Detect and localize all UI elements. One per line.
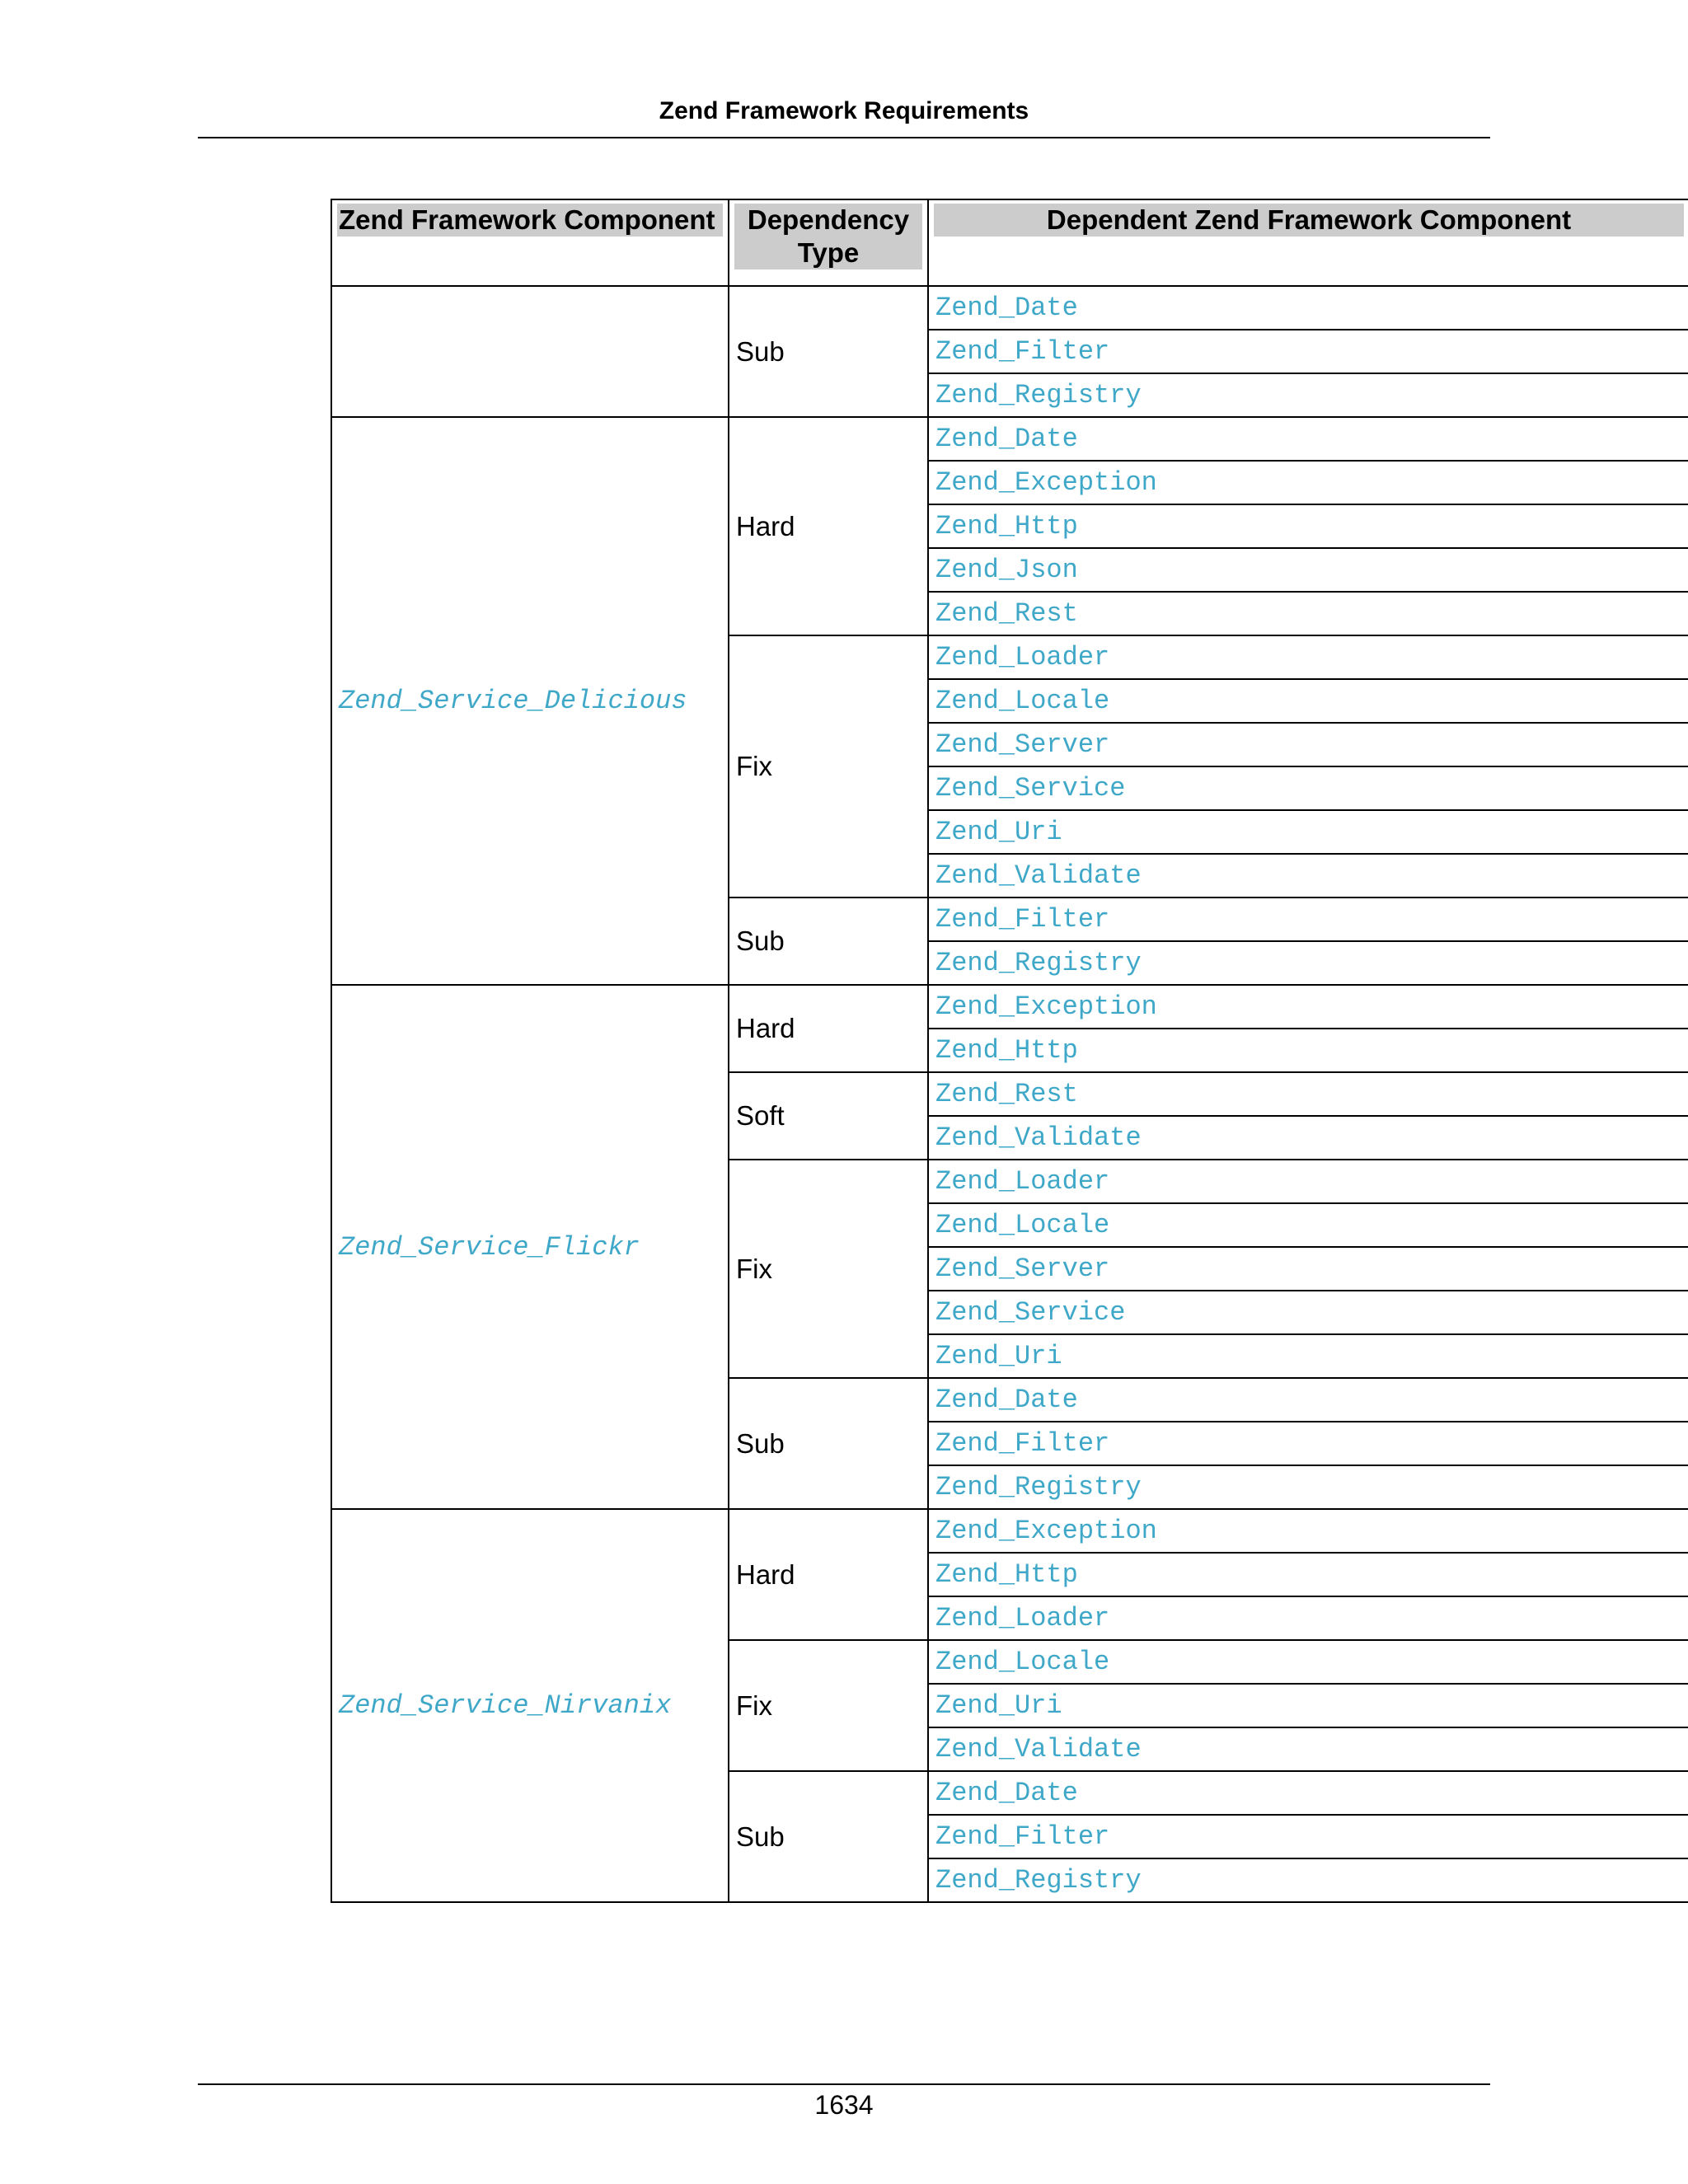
dependent-link[interactable]: Zend_Date	[928, 286, 1688, 330]
dependency-type-cell: Sub	[729, 286, 928, 417]
footer-rule	[198, 2083, 1490, 2085]
dependent-link[interactable]: Zend_Validate	[928, 1116, 1688, 1160]
table-row	[331, 985, 1688, 1029]
dependent-link[interactable]: Zend_Locale	[928, 1203, 1688, 1247]
dependency-type-cell: Hard	[729, 417, 928, 635]
component-link[interactable]: Zend_Service_Delicious	[331, 417, 729, 985]
dependent-link[interactable]: Zend_Http	[928, 1029, 1688, 1072]
dependency-type-cell: Sub	[729, 898, 928, 985]
dependent-link[interactable]: Zend_Filter	[928, 1815, 1688, 1858]
dependent-link[interactable]: Zend_Http	[928, 1553, 1688, 1596]
dependent-link[interactable]: Zend_Date	[928, 1771, 1688, 1815]
header-component: Zend Framework Component	[331, 199, 729, 286]
dependent-link[interactable]: Zend_Registry	[928, 941, 1688, 985]
dependent-link[interactable]: Zend_Validate	[928, 1727, 1688, 1771]
dependent-link[interactable]: Zend_Rest	[928, 592, 1688, 635]
requirements-table	[331, 199, 1688, 1903]
table-row	[331, 1509, 1688, 1553]
table-row	[331, 417, 1688, 461]
header-dependent-component: Dependent Zend Framework Component	[928, 199, 1688, 286]
dependent-link[interactable]: Zend_Service	[928, 766, 1688, 810]
dependent-link[interactable]: Zend_Exception	[928, 461, 1688, 504]
dependency-type-cell: Fix	[729, 635, 928, 898]
dependent-link[interactable]: Zend_Loader	[928, 1160, 1688, 1203]
dependent-link[interactable]: Zend_Server	[928, 1247, 1688, 1291]
dependent-link[interactable]: Zend_Http	[928, 504, 1688, 548]
dependent-link[interactable]: Zend_Service	[928, 1291, 1688, 1334]
header-rule	[198, 137, 1490, 138]
dependent-link[interactable]: Zend_Locale	[928, 679, 1688, 723]
dependent-link[interactable]: Zend_Filter	[928, 1422, 1688, 1465]
dependent-link[interactable]: Zend_Server	[928, 723, 1688, 766]
dependent-link[interactable]: Zend_Exception	[928, 1509, 1688, 1553]
header-dependency-type: Dependency Type	[729, 199, 928, 286]
dependent-link[interactable]: Zend_Exception	[928, 985, 1688, 1029]
dependent-link[interactable]: Zend_Registry	[928, 1465, 1688, 1509]
dependent-link[interactable]: Zend_Locale	[928, 1640, 1688, 1684]
dependent-link[interactable]: Zend_Json	[928, 548, 1688, 592]
dependent-link[interactable]: Zend_Uri	[928, 810, 1688, 854]
dependent-link[interactable]: Zend_Filter	[928, 898, 1688, 941]
dependency-type-cell: Sub	[729, 1771, 928, 1902]
running-title: Zend Framework Requirements	[659, 97, 1029, 124]
table-row	[331, 286, 1688, 330]
component-cell	[331, 286, 729, 417]
dependency-type-cell: Hard	[729, 985, 928, 1072]
dependent-link[interactable]: Zend_Validate	[928, 854, 1688, 898]
dependent-link[interactable]: Zend_Loader	[928, 635, 1688, 679]
dependent-link[interactable]: Zend_Date	[928, 417, 1688, 461]
dependent-link[interactable]: Zend_Filter	[928, 330, 1688, 373]
dependent-link[interactable]: Zend_Registry	[928, 1858, 1688, 1902]
dependency-type-cell: Fix	[729, 1160, 928, 1378]
dependency-type-cell: Hard	[729, 1509, 928, 1640]
dependency-type-cell: Soft	[729, 1072, 928, 1160]
dependency-type-cell: Sub	[729, 1378, 928, 1509]
dependency-type-cell: Fix	[729, 1640, 928, 1771]
dependent-link[interactable]: Zend_Date	[928, 1378, 1688, 1422]
dependent-link[interactable]: Zend_Uri	[928, 1334, 1688, 1378]
table-header-row	[331, 199, 1688, 286]
component-link[interactable]: Zend_Service_Flickr	[331, 985, 729, 1509]
component-link[interactable]: Zend_Service_Nirvanix	[331, 1509, 729, 1902]
dependent-link[interactable]: Zend_Rest	[928, 1072, 1688, 1116]
dependent-link[interactable]: Zend_Registry	[928, 373, 1688, 417]
dependent-link[interactable]: Zend_Uri	[928, 1684, 1688, 1727]
dependent-link[interactable]: Zend_Loader	[928, 1596, 1688, 1640]
page-number: 1634	[814, 2090, 874, 2120]
